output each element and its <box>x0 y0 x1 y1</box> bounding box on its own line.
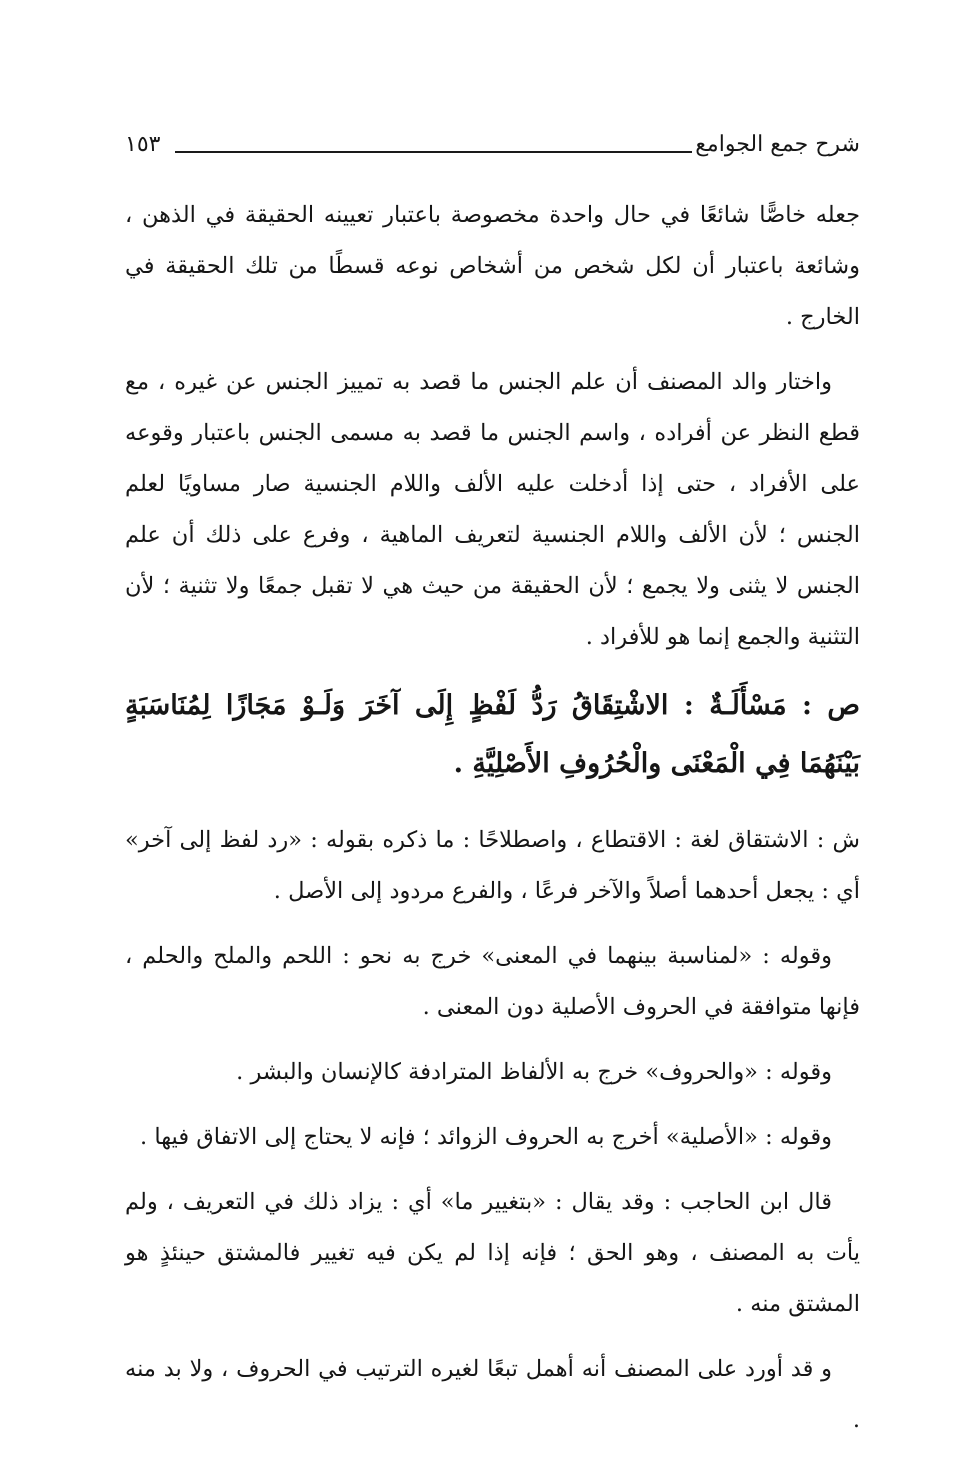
commentary-huruf: وقوله : «والحروف» خرج به الألفاظ المترادفة كالإنسان والبشر . <box>236 1059 832 1085</box>
commentary-munasaba: وقوله : «لمناسبة بينهما في المعنى» خرج به نحو : اللحم والملح والحلم ، فإنها متوافقة في الحروف الأصلية دون المعنى . <box>125 943 860 1020</box>
matn-text: مَسْأَلَـةٌ : الاشْتِقَاقُ رَدُّ لَفْظٍ إِلَى آخَرَ وَلَـوْ مَجَازًا لِمُنَاسَبَةٍ بَيْنَهُمَا فِي الْمَعْنَى والْحُرُوفِ الأَصْلِيَّةِ . <box>125 690 860 779</box>
paragraph-ikhtar: واختار والد المصنف أن علم الجنس ما قصد به تمييز الجنس عن غيره ، مع قطع النظر عن أفراده ، واسم الجنس ما قصد به مسمى الجنس باعتبار وقوعه على الأفراد ، حتى إذا أدخلت عليه الألف واللام الجنسية صار مساويًا لعلم الجنس ؛ لأن الألف واللام الجنسية لتعريف الماهية ، وفرع على ذلك أن علم الجنس لا يثنى ولا يجمع ؛ لأن الحقيقة من حيث هي لا تقبل جمعًا ولا تثنية ؛ لأن التثنية والجمع إنما هو للأفراد . <box>125 369 860 650</box>
commentary-asliyya: وقوله : «الأصلية» أخرج به الحروف الزوائد ؛ فإنه لا يحتاج إلى الاتفاق فيها . <box>140 1124 832 1150</box>
matn-statement <box>125 677 860 793</box>
sharh-marker: ش : <box>816 827 861 853</box>
commentary-tartib: و قد أورد على المصنف أنه أهمل تبعًا لغيره الترتيب في الحروف ، ولا بد منه . <box>125 1356 860 1433</box>
paragraph-continuation: جعله خاصًّا شائعًا في حال واحدة مخصوصة باعتبار تعيينه الحقيقة في الذهن ، وشائعة باعتبار أن لكل شخص من أشخاص نوعه قسطًا من تلك الحقيقة في الخارج . <box>125 202 860 330</box>
sharh-paragraph <box>125 815 860 917</box>
page-body <box>125 190 860 1460</box>
matn-marker: ص : <box>802 690 861 721</box>
running-header <box>125 126 860 166</box>
sharh-text: الاشتقاق لغة : الاقتطاع ، واصطلاحًا : ما ذكره بقوله : «رد لفظ إلى آخر» أي : يجعل أحدهما أصلاً والآخر فرعًا ، والفرع مردود إلى الأصل . <box>125 827 860 904</box>
running-title: شرح جمع الجوامع <box>695 132 860 157</box>
commentary-ibn-hajib: قال ابن الحاجب : وقد يقال : «بتغيير ما» أي : يزاد ذلك في التعريف ، ولم يأت به المصنف ، وهو الحق ؛ فإنه إذا لم يكن فيه تغيير فالمشتق حينئذٍ هو المشتق منه . <box>125 1189 860 1317</box>
page-number: ١٥٣ <box>125 132 161 157</box>
header-rule <box>175 151 692 153</box>
